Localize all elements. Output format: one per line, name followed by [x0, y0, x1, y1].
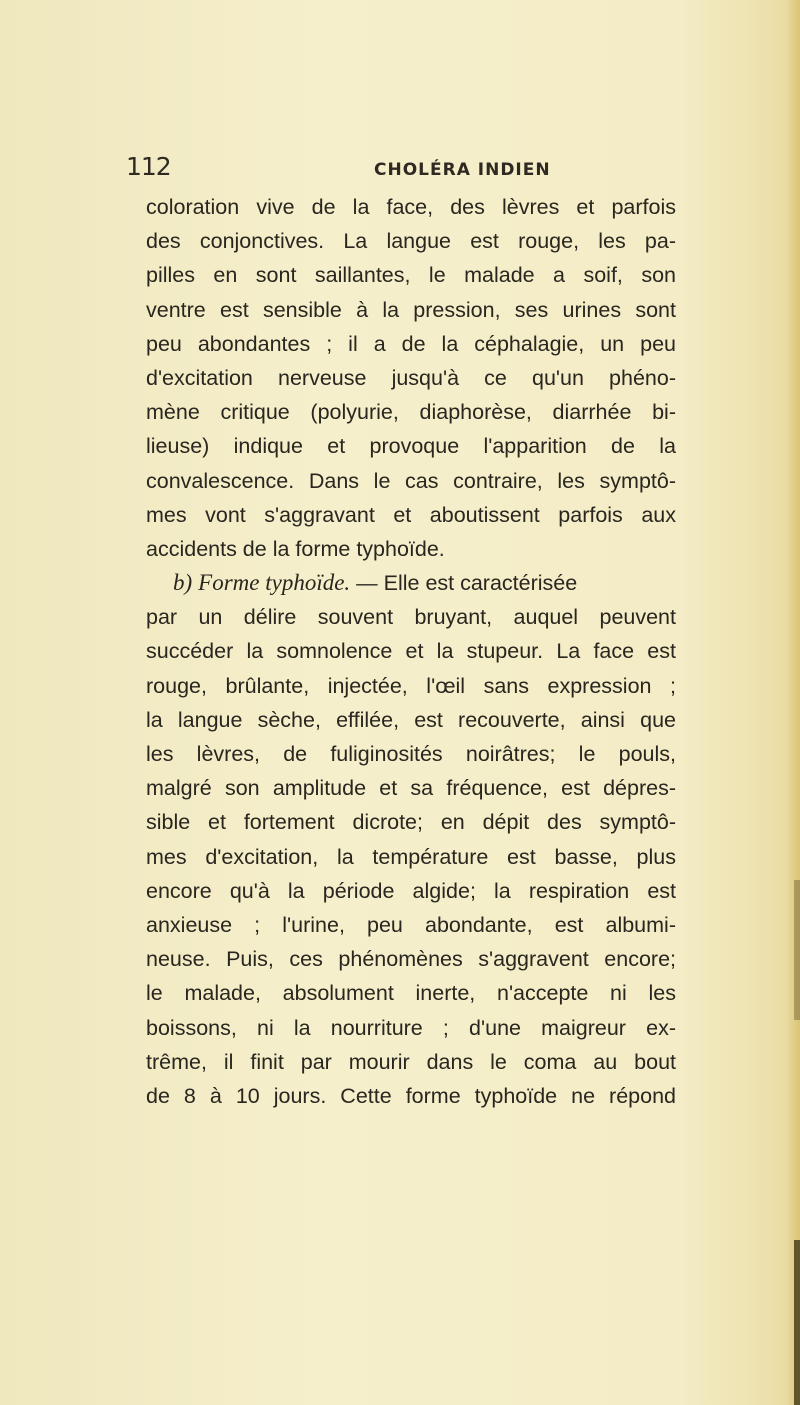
text-line: de 8 à 10 jours. Cette forme typhoïde ne répond [146, 1083, 676, 1108]
text-line: succéder la somnolence et la stupeur. La face est [146, 639, 676, 664]
page-edge-mark [794, 1240, 800, 1405]
text-line: mes vont s'aggravant et aboutissent parfois aux [146, 502, 676, 527]
running-title: CHOLÉRA INDIEN [374, 160, 551, 180]
text-line: peu abondantes ; il a de la céphalagie, un peu [146, 331, 676, 356]
text-line: coloration vive de la face, des lèvres et parfois [146, 195, 676, 219]
text-line: ventre est sensible à la pression, ses urines sont [146, 297, 676, 322]
text-line: anxieuse ; l'urine, peu abondante, est albumi- [146, 912, 676, 937]
text-line: des conjonctives. La langue est rouge, les pa- [146, 229, 676, 254]
text-line: sible et fortement dicrote; en dépit des symptô- [146, 810, 676, 835]
text-line: convalescence. Dans le cas contraire, les symptô- [146, 468, 676, 493]
text-line: encore qu'à la période algide; la respiration est [146, 878, 676, 903]
text-line: les lèvres, de fuliginosités noirâtres; le pouls, [146, 742, 676, 766]
page-number: 112 [126, 152, 171, 181]
body-text [146, 190, 676, 1113]
text-line: accidents de la forme typhoïde. [146, 536, 445, 561]
text-line: neuse. Puis, ces phénomènes s'aggravent encore; [146, 947, 676, 972]
text-line: pilles en sont saillantes, le malade a soif, son [146, 263, 676, 288]
text-line: rouge, brûlante, injectée, l'œil sans expression ; [146, 673, 676, 698]
text-line: mène critique (polyurie, diaphorèse, diarrhée bi- [146, 400, 676, 425]
text-line: le malade, absolument inerte, n'accepte ni les [146, 981, 676, 1006]
page-edge-shadow [786, 0, 800, 1405]
text-line: trême, il finit par mourir dans le coma au bout [146, 1049, 676, 1074]
text-line: mes d'excitation, la température est basse, plus [146, 844, 676, 869]
text-line: par un délire souvent bruyant, auquel peuvent [146, 605, 676, 630]
section-b-title: Forme typhoïde. [198, 570, 351, 596]
text-line: lieuse) indique et provoque l'apparition de la [146, 434, 676, 459]
text-line: boissons, ni la nourriture ; d'une maigreur ex- [146, 1015, 676, 1040]
text-line: d'excitation nerveuse jusqu'à ce qu'un phéno- [146, 365, 676, 390]
section-b-lead: — Elle est caractérisée [350, 571, 578, 596]
text-line: la langue sèche, effilée, est recouverte, ainsi que [146, 707, 676, 732]
page-header [126, 152, 686, 192]
section-b-label: b) [173, 570, 193, 596]
text-line: malgré son amplitude et sa fréquence, est dépres- [146, 776, 676, 801]
page-edge-mark [794, 880, 800, 1020]
section-b-heading [146, 566, 676, 600]
